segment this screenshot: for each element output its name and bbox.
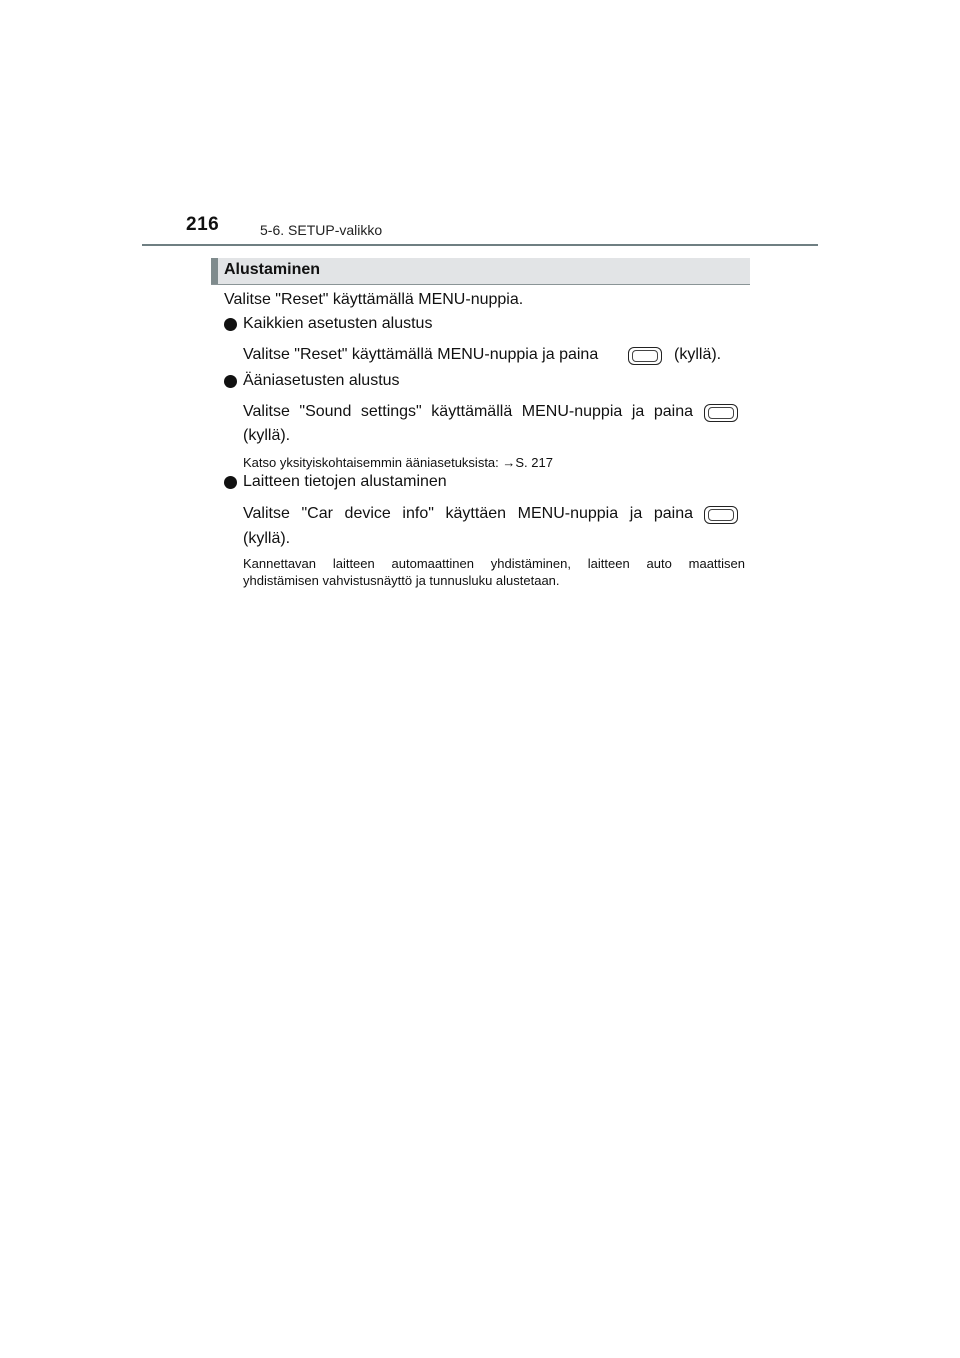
item-text-sound-end: (kyllä). (243, 427, 291, 444)
section-heading (211, 258, 750, 285)
intro-text: Valitse "Reset" käyttämällä MENU-nuppia. (224, 291, 524, 308)
item-text-reset-all-end: (kyllä). (674, 346, 722, 363)
item-title-reset-all: Kaikkien asetusten alustus (243, 315, 433, 332)
bullet-icon (224, 318, 237, 331)
item-text-reset-all: Valitse "Reset" käyttämällä MENU-nuppia ja paina (243, 346, 599, 363)
item-text-sound: Valitse "Sound settings" käyttämällä MENU-nuppia ja paina (243, 403, 693, 420)
item-note-sound: Katso yksityiskohtaisemmin ääniasetuksista: →S. 217 (243, 455, 553, 470)
item-text-device-info-end: (kyllä). (243, 530, 291, 547)
item-note-device-info-2: yhdistämisen vahvistusnäyttö ja tunnusluku alustetaan. (243, 573, 560, 588)
yes-button-icon (704, 506, 738, 524)
bullet-icon (224, 375, 237, 388)
page-number: 216 (186, 214, 220, 235)
heading-title: Alustaminen (224, 261, 321, 278)
item-text-device-info: Valitse "Car device info" käyttäen MENU-nuppia ja paina (243, 505, 693, 522)
yes-button-icon (704, 404, 738, 422)
yes-button-icon (628, 347, 662, 365)
item-title-sound: Ääniasetusten alustus (243, 372, 400, 389)
bullet-icon (224, 476, 237, 489)
item-title-device-info: Laitteen tietojen alustaminen (243, 473, 447, 490)
item-note-device-info-1: Kannettavan laitteen automaattinen yhdistäminen, laitteen auto maattisen (243, 556, 745, 571)
header-rule (142, 244, 818, 246)
section-label: 5-6. SETUP-valikko (260, 222, 383, 238)
heading-accent (211, 258, 218, 284)
